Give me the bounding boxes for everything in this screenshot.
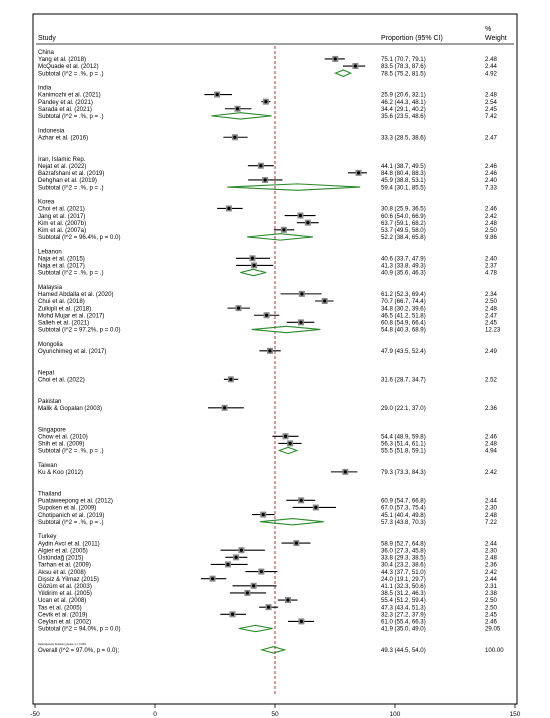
study-label: Dişsiz & Yilmaz (2015)	[38, 575, 99, 583]
subtotal-ci-text: 57.3 (43.8, 70.3)	[381, 518, 426, 526]
study-label: Kanimozhi et al. (2021)	[38, 91, 101, 99]
point-estimate	[282, 228, 285, 231]
x-tick-label: 0	[153, 711, 157, 718]
group-label: China	[38, 49, 54, 56]
study-label: Malik & Gopalan (2003)	[38, 405, 103, 412]
study-weight: 2.37	[485, 262, 497, 270]
study-ci-text: 67.0 (57.3, 75.4)	[381, 504, 426, 512]
point-estimate	[216, 93, 219, 96]
group-label: Lebanon	[38, 248, 62, 256]
study-weight: 2.47	[485, 134, 497, 142]
x-tick-label: -50	[30, 711, 40, 718]
point-estimate	[300, 499, 303, 502]
study-ci-text: 46.2 (44.3, 48.1)	[381, 98, 426, 106]
x-tick-label: 150	[509, 711, 521, 718]
point-estimate	[235, 556, 238, 559]
x-tick-label: 100	[389, 711, 401, 718]
study-ci-text: 54.4 (48.9, 59.8)	[381, 433, 426, 441]
point-estimate	[334, 57, 337, 60]
study-weight: 2.48	[485, 440, 497, 448]
study-label: Ucan et al. (2008)	[38, 597, 87, 605]
study-label: Bazrafshani et al. (2019)	[38, 170, 105, 178]
subtotal-ci-text: 54.8 (40.3, 68.9)	[381, 326, 426, 334]
study-weight: 2.48	[485, 305, 497, 313]
study-label: Oyunchimeg et al. (2017)	[38, 348, 107, 356]
group-label: Singapore	[38, 426, 66, 434]
study-label: Nejat et al. (2022)	[38, 162, 87, 170]
note-label: Heterogeneity between groups: p = 0.000	[38, 642, 86, 646]
study-label: Yildirim et al. (2005)	[38, 590, 92, 598]
header-weight: Weight	[485, 35, 507, 42]
point-estimate	[252, 584, 255, 587]
point-estimate	[227, 207, 230, 210]
subtotal-label: Subtotal (I^2 = .%, p = .)	[38, 113, 104, 121]
group-label: Mongolia	[38, 340, 63, 348]
study-label: Kim et al. (2007a)	[38, 227, 87, 234]
group-label: Indonesia	[38, 127, 65, 135]
overall-weight: 100.00	[485, 647, 504, 655]
study-label: Aydin Avci et al. (2011)	[38, 540, 100, 548]
point-estimate	[314, 506, 317, 509]
point-estimate	[264, 178, 267, 181]
subtotal-ci-text: 59.4 (30.1, 85.5)	[381, 184, 426, 192]
study-weight: 2.44	[485, 540, 497, 548]
group-label: India	[38, 84, 52, 92]
study-label: Naja et al. (2015)	[38, 255, 85, 263]
group-label: Iran, Islamic Rep.	[38, 155, 86, 163]
study-ci-text: 32.3 (27.2, 37.9)	[381, 611, 426, 619]
study-ci-text: 33.8 (29.3, 38.5)	[381, 554, 426, 562]
study-weight: 2.46	[485, 205, 497, 213]
study-weight: 2.34	[485, 291, 497, 299]
subtotal-weight: 7.22	[485, 518, 497, 526]
group-label: Malaysia	[38, 283, 63, 291]
point-estimate	[299, 214, 302, 217]
point-estimate	[264, 100, 267, 103]
header-weight-pct: %	[485, 26, 492, 33]
study-label: Ceylan et al. (2002)	[38, 618, 92, 626]
subtotal-label: Subtotal (I^2 = .%, p = .)	[38, 269, 104, 277]
study-weight: 2.50	[485, 298, 497, 306]
study-label: Hamed Abdalla et al. (2020)	[38, 291, 114, 299]
study-weight: 2.46	[485, 618, 497, 626]
point-estimate	[354, 64, 357, 67]
study-ci-text: 40.6 (33.7, 47.9)	[381, 255, 426, 263]
point-estimate	[300, 620, 303, 623]
subtotal-label: Subtotal (I^2 = .%, p = .)	[38, 447, 104, 455]
study-weight: 2.47	[485, 312, 497, 320]
study-label: Supoken et al. (2009)	[38, 504, 97, 512]
study-weight: 2.44	[485, 63, 497, 71]
study-ci-text: 56.3 (51.4, 61.1)	[381, 440, 426, 448]
study-weight: 2.40	[485, 177, 497, 185]
study-weight: 2.38	[485, 590, 497, 598]
point-estimate	[300, 292, 303, 295]
subtotal-label: Subtotal (I^2 = 96.4%, p = 0.0)	[38, 234, 121, 242]
study-ci-text: 38.5 (31.2, 46.3)	[381, 590, 426, 598]
study-label: Chui et al. (2018)	[38, 298, 85, 306]
study-weight: 2.50	[485, 604, 497, 612]
study-ci-text: 46.5 (41.2, 51.8)	[381, 312, 426, 320]
study-weight: 2.49	[485, 348, 497, 356]
study-weight: 2.30	[485, 547, 497, 555]
study-label: Üstündağ (2015)	[38, 554, 84, 562]
point-estimate	[265, 314, 268, 317]
point-estimate	[284, 435, 287, 438]
study-weight: 2.42	[485, 469, 497, 477]
study-label: Chotipanich et al. (2019)	[38, 511, 105, 519]
study-ci-text: 34.4 (29.1, 40.2)	[381, 105, 426, 113]
point-estimate	[268, 349, 271, 352]
study-label: Choi et al. (2021)	[38, 205, 85, 213]
study-ci-text: 63.7 (59.1, 68.2)	[381, 219, 426, 227]
subtotal-ci-text: 35.6 (23.5, 48.6)	[381, 113, 426, 121]
study-ci-text: 45.9 (38.8, 53.1)	[381, 177, 426, 185]
subtotal-ci-text: 41.9 (35.0, 49.0)	[381, 625, 426, 633]
study-ci-text: 83.5 (78.3, 87.6)	[381, 63, 426, 71]
point-estimate	[262, 513, 265, 516]
group-label: Pakistan	[38, 397, 62, 405]
study-ci-text: 45.1 (40.4, 49.8)	[381, 511, 426, 519]
study-label: Dehghan et al. (2019)	[38, 177, 97, 185]
point-estimate	[251, 257, 254, 260]
subtotal-weight: 7.33	[485, 184, 497, 192]
study-label: McQuade et al. (2012)	[38, 63, 99, 71]
subtotal-weight: 29.05	[485, 625, 501, 633]
study-ci-text: 29.0 (22.1, 37.0)	[381, 405, 426, 412]
study-ci-text: 61.0 (55.4, 66.3)	[381, 618, 426, 626]
study-ci-text: 60.9 (54.7, 66.8)	[381, 497, 426, 505]
subtotal-label: Subtotal (I^2 = .%, p = .)	[38, 184, 104, 192]
point-estimate	[259, 164, 262, 167]
study-weight: 2.48	[485, 554, 497, 562]
group-label: Thailand	[38, 490, 62, 498]
subtotal-ci-text: 40.9 (35.6, 46.3)	[381, 269, 426, 277]
study-ci-text: 47.3 (43.4, 51.3)	[381, 604, 426, 612]
study-label: Choi et al. (2022)	[38, 376, 85, 384]
point-estimate	[295, 541, 298, 544]
study-weight: 2.45	[485, 105, 497, 113]
study-label: Algier et al. (2005)	[38, 547, 88, 555]
study-label: Sarada et al. (2021)	[38, 105, 92, 113]
point-estimate	[229, 378, 232, 381]
study-weight: 2.46	[485, 170, 497, 178]
study-ci-text: 25.9 (20.6, 32.1)	[381, 91, 426, 99]
study-label: Aksu et al. (2008)	[38, 568, 86, 576]
study-weight: 2.45	[485, 319, 497, 327]
study-label: Yang et al. (2018)	[38, 56, 86, 64]
point-estimate	[211, 577, 214, 580]
study-weight: 2.48	[485, 511, 497, 519]
study-ci-text: 36.0 (27.3, 45.8)	[381, 547, 426, 555]
point-estimate	[286, 598, 289, 601]
study-weight: 2.46	[485, 433, 497, 441]
x-axis	[30, 704, 521, 718]
subtotal-weight: 4.94	[485, 447, 497, 455]
subtotal-weight: 9.86	[485, 234, 497, 242]
point-estimate	[246, 591, 249, 594]
study-label: Ku & Koo (2012)	[38, 469, 84, 477]
subtotal-ci-text: 55.5 (51.8, 59.1)	[381, 447, 426, 455]
study-ci-text: 24.0 (19.1, 29.7)	[381, 575, 426, 583]
study-label: Naja et al. (2017)	[38, 262, 85, 270]
subtotal-weight: 4.92	[485, 70, 497, 78]
point-estimate	[323, 299, 326, 302]
study-ci-text: 84.8 (80.4, 88.3)	[381, 170, 426, 178]
subtotal-label: Subtotal (I^2 = 97.2%, p = 0.0)	[38, 326, 121, 334]
point-estimate	[306, 221, 309, 224]
subtotal-label: Subtotal (I^2 = .%, p = .)	[38, 70, 104, 78]
group-label: Taiwan	[38, 461, 57, 469]
subtotal-ci-text: 78.5 (75.2, 81.5)	[381, 70, 426, 78]
study-weight: 2.48	[485, 91, 497, 99]
study-weight: 2.52	[485, 376, 497, 384]
study-weight: 2.45	[485, 611, 497, 619]
study-ci-text: 47.9 (43.5, 52.4)	[381, 348, 426, 356]
study-ci-text: 33.3 (28.5, 38.6)	[381, 134, 426, 142]
study-weight: 2.54	[485, 98, 497, 106]
point-estimate	[253, 264, 256, 267]
header-proportion: Proportion (95% CI)	[381, 35, 443, 42]
point-estimate	[236, 107, 239, 110]
header-study: Study	[38, 35, 56, 42]
point-estimate	[299, 321, 302, 324]
study-weight: 2.46	[485, 162, 497, 170]
study-weight: 2.30	[485, 504, 497, 512]
study-ci-text: 61.2 (52.3, 69.4)	[381, 291, 426, 299]
study-label: Kim et al. (2007b)	[38, 219, 87, 227]
study-ci-text: 55.4 (51.2, 59.4)	[381, 597, 426, 605]
group-label: Turkey	[38, 533, 57, 541]
study-weight: 2.48	[485, 56, 497, 64]
subtotal-ci-text: 52.2 (38.4, 65.8)	[381, 234, 426, 242]
point-estimate	[267, 606, 270, 609]
study-ci-text: 30.8 (25.9, 36.5)	[381, 205, 426, 213]
study-label: Salleh et al. (2021)	[38, 319, 90, 327]
point-estimate	[233, 136, 236, 139]
study-label: Azhar et al. (2016)	[38, 134, 89, 142]
point-estimate	[226, 563, 229, 566]
group-label: Nepal	[38, 369, 54, 377]
study-ci-text: 60.6 (54.0, 66.9)	[381, 212, 426, 220]
subtotal-weight: 12.23	[485, 326, 501, 334]
study-ci-text: 41.3 (33.8, 49.3)	[381, 262, 426, 270]
study-ci-text: 75.1 (70.7, 79.1)	[381, 56, 426, 64]
study-ci-text: 58.9 (52.7, 64.8)	[381, 540, 426, 548]
study-ci-text: 31.6 (28.7, 34.7)	[381, 376, 426, 384]
study-ci-text: 53.7 (49.5, 58.0)	[381, 227, 426, 234]
subtotal-label: Subtotal (I^2 = .%, p = .)	[38, 518, 104, 526]
study-weight: 2.50	[485, 227, 497, 234]
point-estimate	[231, 613, 234, 616]
subtotal-label: Subtotal (I^2 = 94.0%, p = 0.0)	[38, 625, 121, 633]
study-weight: 2.44	[485, 497, 497, 505]
study-label: Jang et al. (2017)	[38, 212, 86, 220]
group-label: Korea	[38, 198, 55, 206]
study-weight: 2.44	[485, 575, 497, 583]
study-label: Gözüm et al. (2003)	[38, 583, 92, 590]
point-estimate	[344, 470, 347, 473]
study-label: Zulkipli et al. (2018)	[38, 305, 92, 313]
study-ci-text: 60.8 (54.9, 66.4)	[381, 319, 426, 327]
point-estimate	[223, 406, 226, 409]
study-weight: 2.31	[485, 583, 497, 590]
study-weight: 2.36	[485, 405, 497, 412]
study-weight: 2.40	[485, 255, 497, 263]
study-ci-text: 44.1 (38.7, 49.5)	[381, 162, 426, 170]
overall-label: Overall (I^2 = 97.0%, p = 0.0);	[38, 647, 120, 655]
study-label: Pandey et al. (2021)	[38, 98, 93, 106]
point-estimate	[260, 570, 263, 573]
study-label: Chow et al. (2010)	[38, 433, 88, 441]
overall-ci-text: 49.3 (44.5, 54.0)	[381, 647, 426, 655]
study-ci-text: 44.3 (37.7, 51.0)	[381, 568, 426, 576]
study-ci-text: 30.4 (23.2, 38.6)	[381, 561, 426, 569]
study-label: Mohd Mujar et al. (2017)	[38, 312, 105, 320]
point-estimate	[289, 442, 292, 445]
x-tick-label: 50	[271, 711, 279, 718]
study-label: Puataweepong et al. (2012)	[38, 497, 113, 505]
study-label: Cevik et al. (2019)	[38, 611, 88, 619]
study-weight: 2.50	[485, 597, 497, 605]
subtotal-weight: 7.42	[485, 113, 497, 121]
study-ci-text: 41.1 (32.3, 50.6)	[381, 583, 426, 590]
study-weight: 2.36	[485, 561, 497, 569]
study-label: Tarhan et al. (2009)	[38, 561, 91, 569]
study-weight: 2.48	[485, 219, 497, 227]
study-ci-text: 34.8 (30.2, 39.6)	[381, 305, 426, 313]
study-label: Shih et al. (2009)	[38, 440, 85, 448]
study-ci-text: 70.7 (66.7, 74.4)	[381, 298, 426, 306]
study-weight: 2.42	[485, 212, 497, 220]
point-estimate	[357, 171, 360, 174]
study-ci-text: 79.3 (73.3, 84.3)	[381, 469, 426, 477]
study-label: Tas et al. (2005)	[38, 604, 82, 612]
point-estimate	[237, 307, 240, 310]
point-estimate	[240, 549, 243, 552]
study-weight: 2.42	[485, 568, 497, 576]
subtotal-weight: 4.78	[485, 269, 497, 277]
